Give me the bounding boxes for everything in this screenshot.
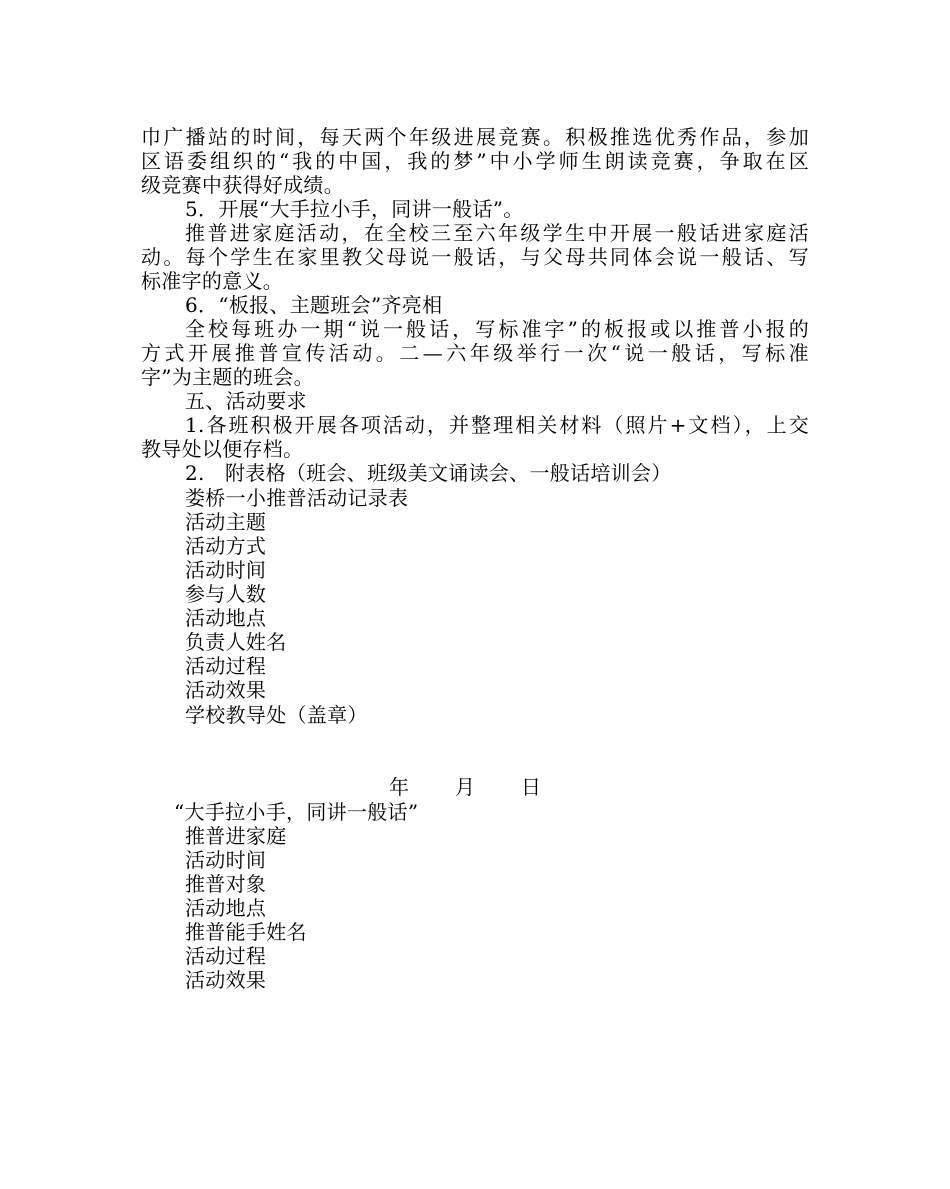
form2-title: “大手拉小手，同讲一般话”: [174, 800, 419, 824]
form2-field-effect: 活动效果: [185, 968, 267, 992]
form1-field-process: 活动过程: [185, 654, 267, 678]
date-month-label: 月: [455, 775, 476, 799]
body-line-5: 推普进家庭活动，在全校三至六年级学生中开展一般话进家庭活: [185, 221, 809, 245]
form2-field-location: 活动地点: [185, 896, 267, 920]
body-line-14: 教导处以便存档。: [141, 437, 304, 461]
form1-field-topic: 活动主题: [185, 510, 267, 534]
section-heading-5: 5．开展“大手拉小手，同讲一般话”。: [185, 197, 524, 221]
form1-field-method: 活动方式: [185, 534, 267, 558]
date-year-label: 年: [389, 775, 410, 799]
form2-field-process: 活动过程: [185, 944, 267, 968]
form1-field-participants: 参与人数: [185, 582, 267, 606]
body-line-11: 字”为主题的班会。: [141, 365, 314, 389]
body-line-10: 方式开展推普宣传活动。二—六年级举行一次“说一般话，写标准: [141, 341, 809, 365]
body-line-6: 动。每个学生在家里教父母说一般话，与父母共同体会说一般话、写: [141, 245, 809, 269]
section-heading-6: 6．“板报、主题班会”齐亮相: [185, 293, 443, 317]
form1-field-leader: 负责人姓名: [185, 630, 287, 654]
section-heading-requirements: 五、活动要求: [185, 389, 307, 413]
body-line-9: 全校每班办一期“说一般话，写标准字”的板报或以推普小报的: [185, 317, 809, 341]
form2-field-time: 活动时间: [185, 848, 267, 872]
form1-field-location: 活动地点: [185, 606, 267, 630]
attachment-note: 2. 附表格（班会、班级美文诵读会、一般话培训会）: [185, 461, 672, 485]
form2-field-target: 推普对象: [185, 872, 267, 896]
body-line-3: 级竞赛中获得好成绩。: [141, 173, 344, 197]
form2-field-expert: 推普能手姓名: [185, 920, 307, 944]
body-line-1: 巾广播站的时间，每天两个年级进展竞赛。积极推选优秀作品，参加: [141, 125, 809, 149]
body-line-7: 标准字的意义。: [141, 269, 284, 293]
form1-field-effect: 活动效果: [185, 678, 267, 702]
form1-field-time: 活动时间: [185, 558, 267, 582]
date-day-label: 日: [521, 775, 542, 799]
body-line-13: 1.各班积极开展各项活动，并整理相关材料（照片+文档），上交: [185, 413, 809, 437]
form2-field-home: 推普进家庭: [185, 824, 287, 848]
body-line-2: 区语委组织的“我的中国，我的梦”中小学师生朗读竞赛，争取在区: [141, 149, 809, 173]
form1-title: 娄桥一小推普活动记录表: [185, 486, 409, 510]
form1-field-seal: 学校教导处（盖章）: [185, 703, 368, 727]
